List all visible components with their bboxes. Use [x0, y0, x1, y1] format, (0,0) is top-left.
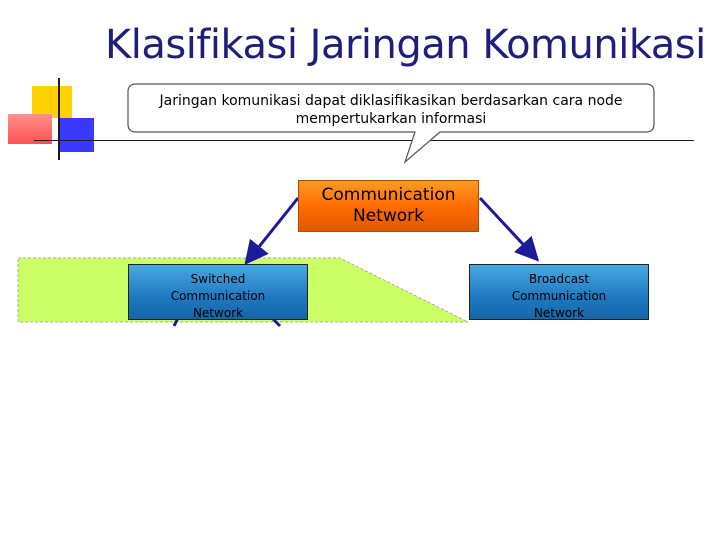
slide-title: Klasifikasi Jaringan Komunikasi — [105, 22, 706, 68]
node-switched-network — [128, 264, 308, 320]
node-broadcast-network — [469, 264, 649, 320]
node-broadcast-line-2: Communication — [511, 289, 607, 303]
node-root-line-2: Network — [353, 206, 424, 226]
callout-line-1: Jaringan komunikasi dapat diklasifikasikan berdasarkan cara node — [159, 93, 623, 109]
callout-line-2: mempertukarkan informasi — [295, 111, 487, 127]
node-communication-network — [298, 180, 479, 232]
node-broadcast-line-1: Broadcast — [528, 272, 590, 286]
node-switched-line-2: Communication — [170, 289, 266, 303]
node-root-line-1: Communication — [321, 185, 456, 205]
arrow-to-switched — [250, 198, 298, 258]
node-switched-line-3: Network — [192, 306, 244, 320]
arrow-to-broadcast — [480, 198, 533, 255]
node-switched-line-1: Switched — [190, 272, 246, 286]
node-broadcast-line-3: Network — [533, 306, 585, 320]
